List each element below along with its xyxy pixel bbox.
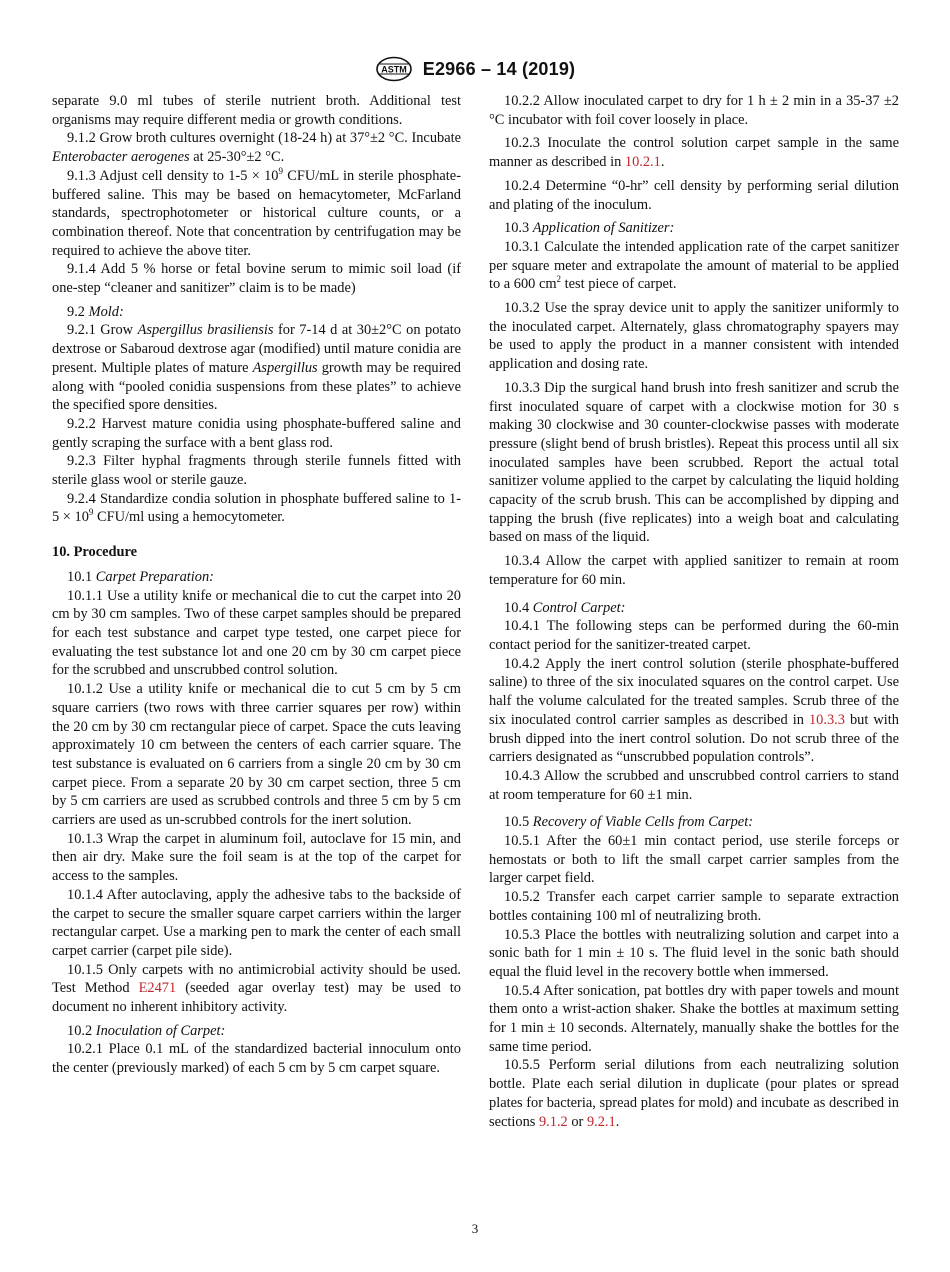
- paragraph-10-5-4: 10.5.4 After sonication, pat bottles dry with paper towels and mount them onto a wrist-action shaker. Shake the bottles at maximum setting for 1 min ± 10 seconds. Alternately, manually shake the bottles for the same time period.: [489, 982, 899, 1055]
- astm-logo-icon: [375, 56, 413, 82]
- paragraph-10-5-5: 10.5.5 Perform serial dilutions from each neutralizing solution bottle. Plate each serial dilution in duplicate (pour plates or spread plates for bacteria, spread plates for mold) and incubate as described in sections 9.1.2 or 9.2.1.: [489, 1057, 899, 1130]
- paragraph-10-3-2: 10.3.2 Use the spray device unit to apply the sanitizer uniformly to the inoculated carpet. Alternately, glass chromatography spayers may be used to apply the product in a manner consistent with intended application and dosing rate.: [489, 300, 899, 373]
- paragraph-10-4-2: 10.4.2 Apply the inert control solution (sterile phosphate-buffered saline) to three of the six inoculated squares on the control carpet. Use half the volume calculated for the treated samples. Scrub three of the six inoculated control carrier samples as described in 10.3.3 but with brush dipped into the inert control solution. Do not scrub three of the carriers designated as “unscrubbed population controls”.: [489, 655, 899, 766]
- left-column: [52, 92, 461, 1078]
- paragraph-10-2-1: 10.2.1 Place 0.1 mL of the standardized bacterial innoculum onto the center (previously marked) of each 5 cm by 5 cm carpet square.: [52, 1041, 461, 1077]
- paragraph-10-1-5: 10.1.5 Only carpets with no antimicrobial activity should be used. Test Method E2471 (seeded agar overlay test) may be used to document no inherent inhibitory activity.: [52, 961, 461, 1016]
- reference-link-9-2-1[interactable]: 9.2.1: [586, 1113, 616, 1130]
- subsection-10-1: 10.1 Carpet Preparation:: [67, 568, 214, 585]
- paragraph-9-1-2: 9.1.2 Grow broth cultures overnight (18-24 h) at 37°±2 °C. Incubate Enterobacter aerogenes at 25-30°±2 °C.: [52, 130, 461, 166]
- page-header: [0, 56, 950, 84]
- standard-designation: E2966 – 14 (2019): [422, 58, 576, 79]
- paragraph-9-2-1: 9.2.1 Grow Aspergillus brasiliensis for 7-14 d at 30±2°C on potato dextrose or Sabaroud dextrose agar (modified) until mature conidia are present. Multiple plates of mature Aspergillus growth may be required along with “pooled conidia suspensions from these plates” to achieve the specified spore densities.: [52, 322, 462, 414]
- paragraph-10-3-1: 10.3.1 Calculate the intended application rate of the carpet sanitizer per square meter and extrapolate the amount of material to be applied to a 600 $cm^2$ test piece of carpet.: [489, 238, 899, 293]
- reference-link-e2471[interactable]: E2471: [138, 980, 177, 997]
- paragraph-10-5-1: 10.5.1 After the 60±1 min contact period, use sterile forceps or hemostats or both to lift the small carpet carrier samples from the larger carpet field.: [489, 833, 899, 887]
- paragraph-10-4-1: 10.4.1 The following steps can be performed during the 60-min contact period for the sanitizer-treated carpet.: [489, 618, 899, 653]
- paragraph-10-2-4: 10.2.4 Determine “0-hr” cell density by performing serial dilution and plating of the inoculum.: [489, 177, 899, 213]
- reference-link-10-3-3[interactable]: 10.3.3: [808, 711, 845, 728]
- paragraph-10-5-2: 10.5.2 Transfer each carpet carrier sample to separate extraction bottles containing 100 ml of neutralizing broth.: [489, 889, 899, 924]
- subsection-10-3: 10.3 Application of Sanitizer:: [504, 220, 675, 237]
- paragraph-9-2-4: 9.2.4 Standardize condia solution in phosphate buffered saline to $1-5 \times 10^9$ CFU/ml using a hemocytometer.: [52, 490, 461, 526]
- subsection-10-2: 10.2 Inoculation of Carpet:: [67, 1022, 226, 1039]
- paragraph-10-1-1: 10.1.1 Use a utility knife or mechanical die to cut the carpet into 20 cm by 30 cm samples. Two of these carpet samples should be prepared for each test substance and carpet type tested, one carpet piece for evaluating the test substance lot and one 20 cm by 30 cm carpet piece for the scrubbed and unscrubbed control solution.: [52, 587, 461, 679]
- paragraph-10-5-3: 10.5.3 Place the bottles with neutralizing solution and carpet into a sonic bath for 1 min ± 10 s. The fluid level in the sonic bath should equal the fluid level in the recovery bottle when immersed.: [489, 926, 899, 980]
- paragraph-10-1-4: 10.1.4 After autoclaving, apply the adhesive tabs to the backside of the carpet to secure the smaller square carpet carriers within the larger rectangular carpet. Use a marking pen to mark the center of each small carpet carrier (carpet pile side).: [52, 886, 461, 959]
- paragraph-9-2-2: 9.2.2 Harvest mature conidia using phosphate-buffered saline and gently scraping the surface with a bent glass rod.: [52, 415, 461, 451]
- paragraph-10-1-3: 10.1.3 Wrap the carpet in aluminum foil, autoclave for 15 min, and then air dry. Make sure the foil seam is at the top of the carpet for access to the samples.: [52, 830, 461, 885]
- paragraph-10-3-3: 10.3.3 Dip the surgical hand brush into fresh sanitizer and scrub the first inoculated square of carpet with a clockwise motion for 30 s making 30 clockwise and 30 counter-clockwise passes with moderate pressure (slight bend of brush bristles). Repeat this process until all six inoculated samples have been scrubbed. Report the actual total sanitizer volume applied to the carpet by calculating the liquid holding capacity of the scrub brush. This can be accomplished by dipping and tapping the brush (five replicates) into a weigh boat and calculating based on mass of the liquid.: [489, 379, 899, 546]
- paragraph-10-2-3: 10.2.3 Inoculate the control solution carpet sample in the same manner as described in 10.2.1.: [489, 135, 899, 171]
- subsection-10-5: 10.5 Recovery of Viable Cells from Carpet:: [504, 814, 753, 831]
- reference-link-9-1-2[interactable]: 9.1.2: [538, 1113, 568, 1130]
- paragraph: separate 9.0 ml tubes of sterile nutrient broth. Additional test organisms may require different media or growth conditions.: [52, 93, 461, 128]
- paragraph-9-1-4: 9.1.4 Add 5 % horse or fetal bovine serum to mimic soil load (if one-step “cleaner and sanitizer” claim is to be made): [52, 261, 461, 297]
- paragraph-10-3-4: 10.3.4 Allow the carpet with applied sanitizer to remain at room temperature for 60 min.: [489, 553, 899, 588]
- paragraph-9-2-3: 9.2.3 Filter hyphal fragments through sterile funnels fitted with sterile glass wool or sterile gauze.: [52, 453, 461, 489]
- paragraph-10-1-2: 10.1.2 Use a utility knife or mechanical die to cut 5 cm by 5 cm square carriers (two rows with three carrier squares per row) within the 20 cm by 30 cm rectangular piece of carpet. Space the cuts leaving approximately 10 cm between the centers of each carrier square. The test substance is evaluated on 6 carriers from a single 20 cm by 30 cm carpet piece. From a separate 20 by 30 cm carpet section, three 5 cm by 5 cm carriers are used as scrubbed controls and three 5 cm by 5 cm carriers are used as un-scrubbed controls for the inert solution.: [52, 681, 461, 829]
- reference-link-10-2-1[interactable]: 10.2.1: [624, 154, 661, 171]
- subsection-9-2: 9.2 Mold:: [67, 303, 124, 320]
- page-number: 3: [471, 1221, 479, 1236]
- section-heading-procedure: 10. Procedure: [52, 544, 137, 561]
- paragraph-9-1-3: 9.1.3 Adjust cell density to $1-5 \times 10^9$ CFU/mL in sterile phosphate-buffered saline. This may be based on hemacytometer, McFarland standards, spectrophotometer or historical culture counts, or a combination thereof. Note that concentration by centrifugation may be required to achieve the above titer.: [52, 166, 461, 259]
- subsection-10-4: 10.4 Control Carpet:: [504, 599, 626, 616]
- paragraph-10-4-3: 10.4.3 Allow the scrubbed and unscrubbed control carriers to stand at room temperature for 60 ±1 min.: [489, 767, 899, 803]
- svg-text:ASTM: ASTM: [380, 64, 407, 75]
- right-column: [489, 92, 899, 1131]
- paragraph-10-2-2: 10.2.2 Allow inoculated carpet to dry for 1 h ± 2 min in a 35-37 ±2 °C incubator with foil cover loosely in place.: [489, 93, 899, 128]
